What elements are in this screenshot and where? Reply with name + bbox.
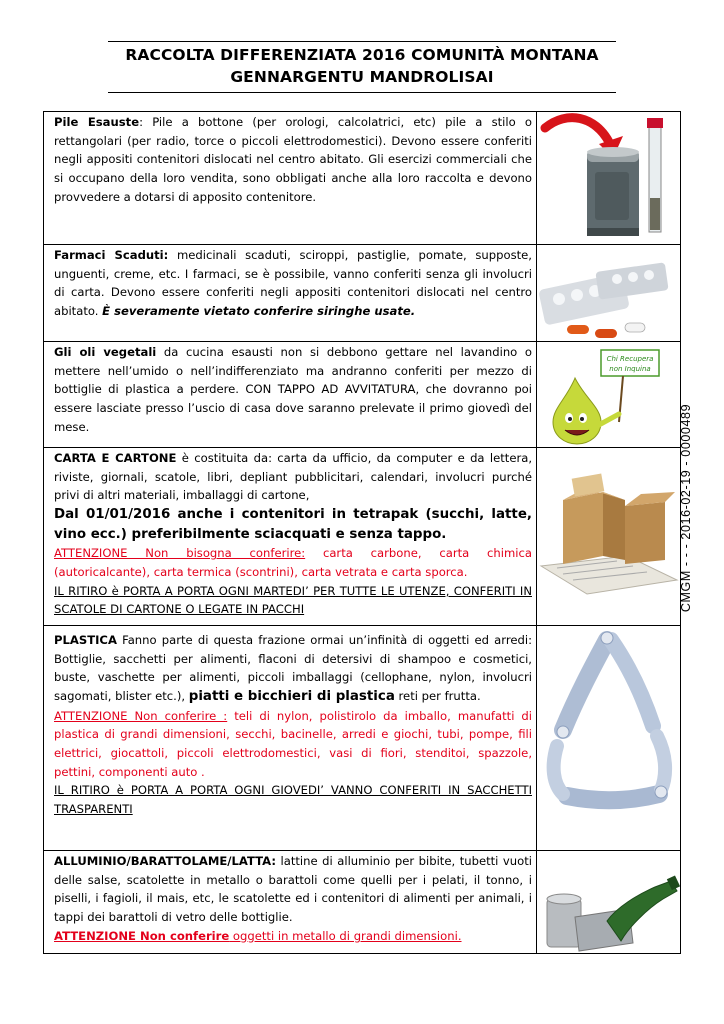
pile-description: : Pile a bottone (per orologi, calcolatrici, etc) pile a stilo o rettangolari (per radio, torce o piccoli elettrodomestici). Devono essere conferiti negli appositi contenitori dislocati nel centro abitato. Gli esercizi commerciali che si occupano della loro vendita, sono obbligati anche alla loro raccolta e devono provvedere a dotarsi di apposito contenitore. — [54, 115, 532, 204]
pile-text-cell — [44, 112, 537, 244]
header-top-rule — [108, 41, 616, 42]
farmaci-description: medicinali scaduti, sciroppi, pastiglie, pomate, supposte, unguenti, creme, etc. I farmaci, se è possibile, vanno conferiti senza gli involucri di carta. Devono essere conferiti negli appositi contenitori dislocati nel centro abitato. — [54, 248, 532, 319]
protocol-stamp-text: CMGM - - - 2016-02-19 - 0000489 — [679, 403, 693, 613]
waste-table — [43, 111, 681, 954]
pills-icon — [537, 245, 680, 342]
farmaci-heading: Farmaci Scaduti: — [54, 248, 169, 262]
plastica-heading: PLASTICA — [54, 633, 117, 647]
page-title — [108, 44, 616, 88]
alluminio-warning-text: oggetti in metallo di grandi dimensioni. — [229, 928, 462, 943]
header-bottom-rule — [108, 92, 616, 93]
farmaci-image — [537, 245, 680, 341]
pile-image — [537, 112, 680, 244]
plastica-warning-text: teli di nylon, polistirolo da imballo, manufatti di plastica di grandi dimensioni, secchi, bacinelle, arredi e giochi, tubi, pompe, fili elettrici, giocattoli, piccoli elettrodomestici, vasi di fiori, stenditoi, spazzole, pettini, componenti auto . — [54, 708, 533, 779]
plastica-text-cell — [44, 626, 537, 850]
alluminio-heading: ALLUMINIO/BARATTOLAME/LATTA: — [54, 854, 276, 868]
carta-image — [537, 448, 680, 625]
carta-warning-text: carta carbone, carta chimica (autoricalcante), carta termica (scontrini), carta vetrata e carta sporca. — [54, 546, 532, 579]
oli-sign-line2: non Inquina — [609, 365, 651, 373]
row-oli — [44, 341, 680, 447]
plastica-collection-info: IL RITIRO è PORTA A PORTA OGNI GIOVEDI’ VANNO CONFERITI IN SACCHETTI TRASPARENTI — [54, 783, 532, 817]
oli-image — [537, 342, 680, 447]
plastica-description-end: reti per frutta. — [394, 689, 481, 704]
cardboard-boxes-icon — [537, 448, 680, 626]
plastica-image — [537, 626, 680, 850]
carta-description: è costituita da: carta da ufficio, da computer e da lettera, riviste, giornali, scatole, libri, depliant pubblicitari, calendari, involucri purché privi di altri materiali, imballaggi di cartone, — [54, 451, 533, 503]
cans-and-bottle-icon — [537, 851, 680, 954]
alluminio-text-cell — [44, 851, 537, 953]
carta-text-cell — [44, 448, 537, 625]
carta-collection-info: IL RITIRO è PORTA A PORTA OGNI MARTEDI’ PER TUTTE LE UTENZE, CONFERITI IN SCATOLE DI CARTONE O LEGATE IN PACCHI — [54, 583, 532, 617]
alluminio-image — [537, 851, 680, 953]
protocol-stamp — [679, 403, 693, 613]
row-pile — [44, 112, 680, 244]
plastica-warning-label: ATTENZIONE Non conferire : — [54, 708, 228, 723]
title-line-2: GENNARGENTU MANDROLISAI — [230, 68, 494, 86]
row-plastica — [44, 625, 680, 850]
farmaci-warning: È severamente vietato conferire siringhe usate. — [102, 304, 416, 319]
row-carta — [44, 447, 680, 625]
oli-heading: Gli oli vegetali — [54, 345, 157, 359]
title-line-1: RACCOLTA DIFFERENZIATA 2016 COMUNITÀ MONTANA — [125, 46, 599, 64]
alluminio-description: lattine di alluminio per bibite, tubetti vuoti delle salse, scatolette in metallo o barattoli come quelli per i pelati, il tonno, i piselli, i fagioli, il mais, etc, le scatolette ed i contenitori di alimenti per animali, i tappi dei barattoli di vetro delle bottiglie. — [54, 854, 532, 925]
carta-warning-label: ATTENZIONE Non bisogna conferire: — [54, 546, 306, 561]
carta-heading: CARTA E CARTONE — [54, 451, 177, 465]
pile-heading: Pile Esauste — [54, 115, 140, 129]
plastica-description: Fanno parte di questa frazione ormai un’infinità di oggetti ed arredi: Bottiglie, sacchetti per alimenti, flaconi di detersivi di shampoo e cosmetici, buste, vaschette per alimenti, piccoli imballaggi (cellophane, nylon, involucri sagomati, blister etc.), — [54, 633, 532, 704]
alluminio-warning-label: ATTENZIONE Non conferire — [54, 928, 230, 943]
battery-bin-icon — [537, 112, 680, 244]
row-alluminio — [44, 850, 680, 953]
oli-sign-line1: Chi Recupera — [606, 355, 654, 363]
plastica-highlight: piatti e bicchieri di plastica — [188, 689, 395, 705]
farmaci-text-cell — [44, 245, 537, 341]
oli-text-cell — [44, 342, 537, 447]
oil-drop-mascot-icon — [537, 342, 680, 448]
row-farmaci — [44, 244, 680, 341]
oli-description: da cucina esausti non si debbono gettare nel lavandino o mettere nell’umido o nell’indifferenziato ma andranno conferiti per mezzo di bottiglie di plastica a perdere. CON TAPPO AD AVVITATURA, che dovranno poi essere lasciate presso l’uscio di casa dove saranno prelevate il primo giovedì del mese. — [54, 345, 532, 434]
carta-tetrapak-note: Dal 01/01/2016 anche i contenitori in tetrapak (succhi, latte, vino ecc.) preferibilmente sciacquati e senza tappo. — [54, 507, 532, 542]
plastic-bottles-recycle-icon — [537, 626, 680, 851]
